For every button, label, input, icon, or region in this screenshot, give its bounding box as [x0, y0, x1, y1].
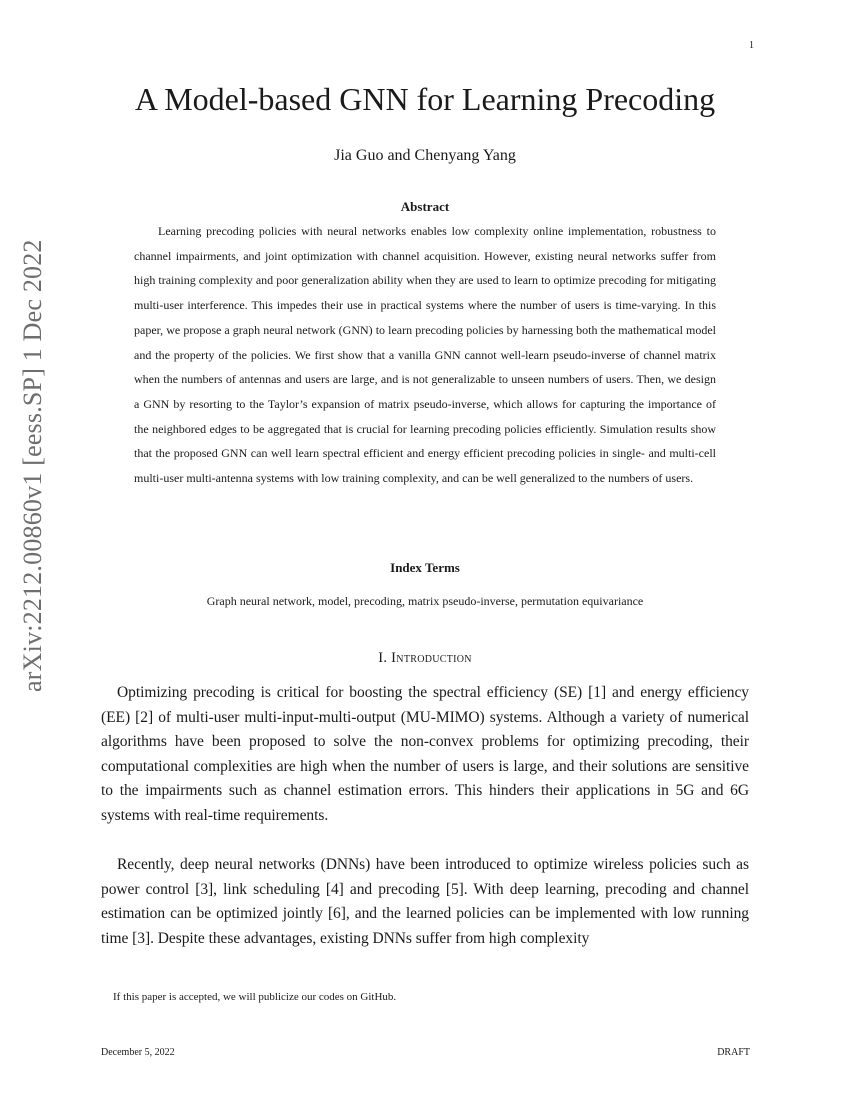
index-terms-heading: Index Terms — [390, 560, 460, 575]
page-number: 1 — [749, 40, 754, 51]
footer-draft-label: DRAFT — [717, 1047, 750, 1058]
index-terms-list: Graph neural network, model, precoding, matrix pseudo-inverse, permutation equivariance — [206, 594, 644, 608]
abstract-heading: Abstract — [400, 199, 450, 214]
intro-paragraph: Recently, deep neural networks (DNNs) have been introduced to optimize wireless policies such as power control [3], link scheduling [4] and precoding [5]. With deep learning, precoding and channel estimation can be optimized jointly [6], and the learned policies can be implemented with low running time [3]. Despite these advantages, existing DNNs suffer from high complexity — [101, 856, 749, 947]
abstract-body: Learning precoding policies with neural networks enables low complexity online implementation, robustness to channel impairments, and joint optimization with channel acquisition. However, existing neural networks suffer from high training complexity and poor generalization ability when they are used to learn to optimize precoding for mitigating multi-user interference. This impedes their use in practical systems where the number of users is time-varying. In this paper, we propose a graph neural network (GNN) to learn precoding policies by harnessing both the mathematical model and the property of the policies. We first show that a vanilla GNN cannot well-learn pseudo-inverse of channel matrix when the numbers of antennas and users are large, and is not generalizable to unseen numbers of users. Then, we design a GNN by resorting to the Taylor’s expansion of matrix pseudo-inverse, which allows for capturing the importance of the neighbored edges to be aggregated that is crucial for learning precoding policies efficiently. Simulation results show that the proposed GNN can well learn spectral efficient and energy efficient precoding policies in single- and multi-cell multi-user multi-antenna systems with low training complexity, and can be well generalized to the numbers of users. — [134, 224, 716, 486]
intro-paragraph: Optimizing precoding is critical for boosting the spectral efficiency (SE) [1] and energy efficiency (EE) [2] of multi-user multi-input-multi-output (MU-MIMO) systems. Although a variety of numerical algorithms have been proposed to solve the non-convex problems for optimizing precoding, their computational complexities are high when the number of users is large, and their solutions are sensitive to the impairments such as channel estimation errors. This hinders their applications in 5G and 6G systems with real-time requirements. — [101, 684, 749, 824]
authors-line: Jia Guo and Chenyang Yang — [334, 147, 516, 164]
section-heading-introduction: I. Introduction — [378, 650, 472, 666]
footnote: If this paper is accepted, we will publicize our codes on GitHub. — [113, 991, 397, 1003]
arxiv-identifier-stamp: arXiv:2212.00860v1 [eess.SP] 1 Dec 2022 — [18, 239, 47, 692]
paper-title: A Model-based GNN for Learning Precoding — [134, 81, 716, 117]
footer-date: December 5, 2022 — [101, 1047, 175, 1058]
